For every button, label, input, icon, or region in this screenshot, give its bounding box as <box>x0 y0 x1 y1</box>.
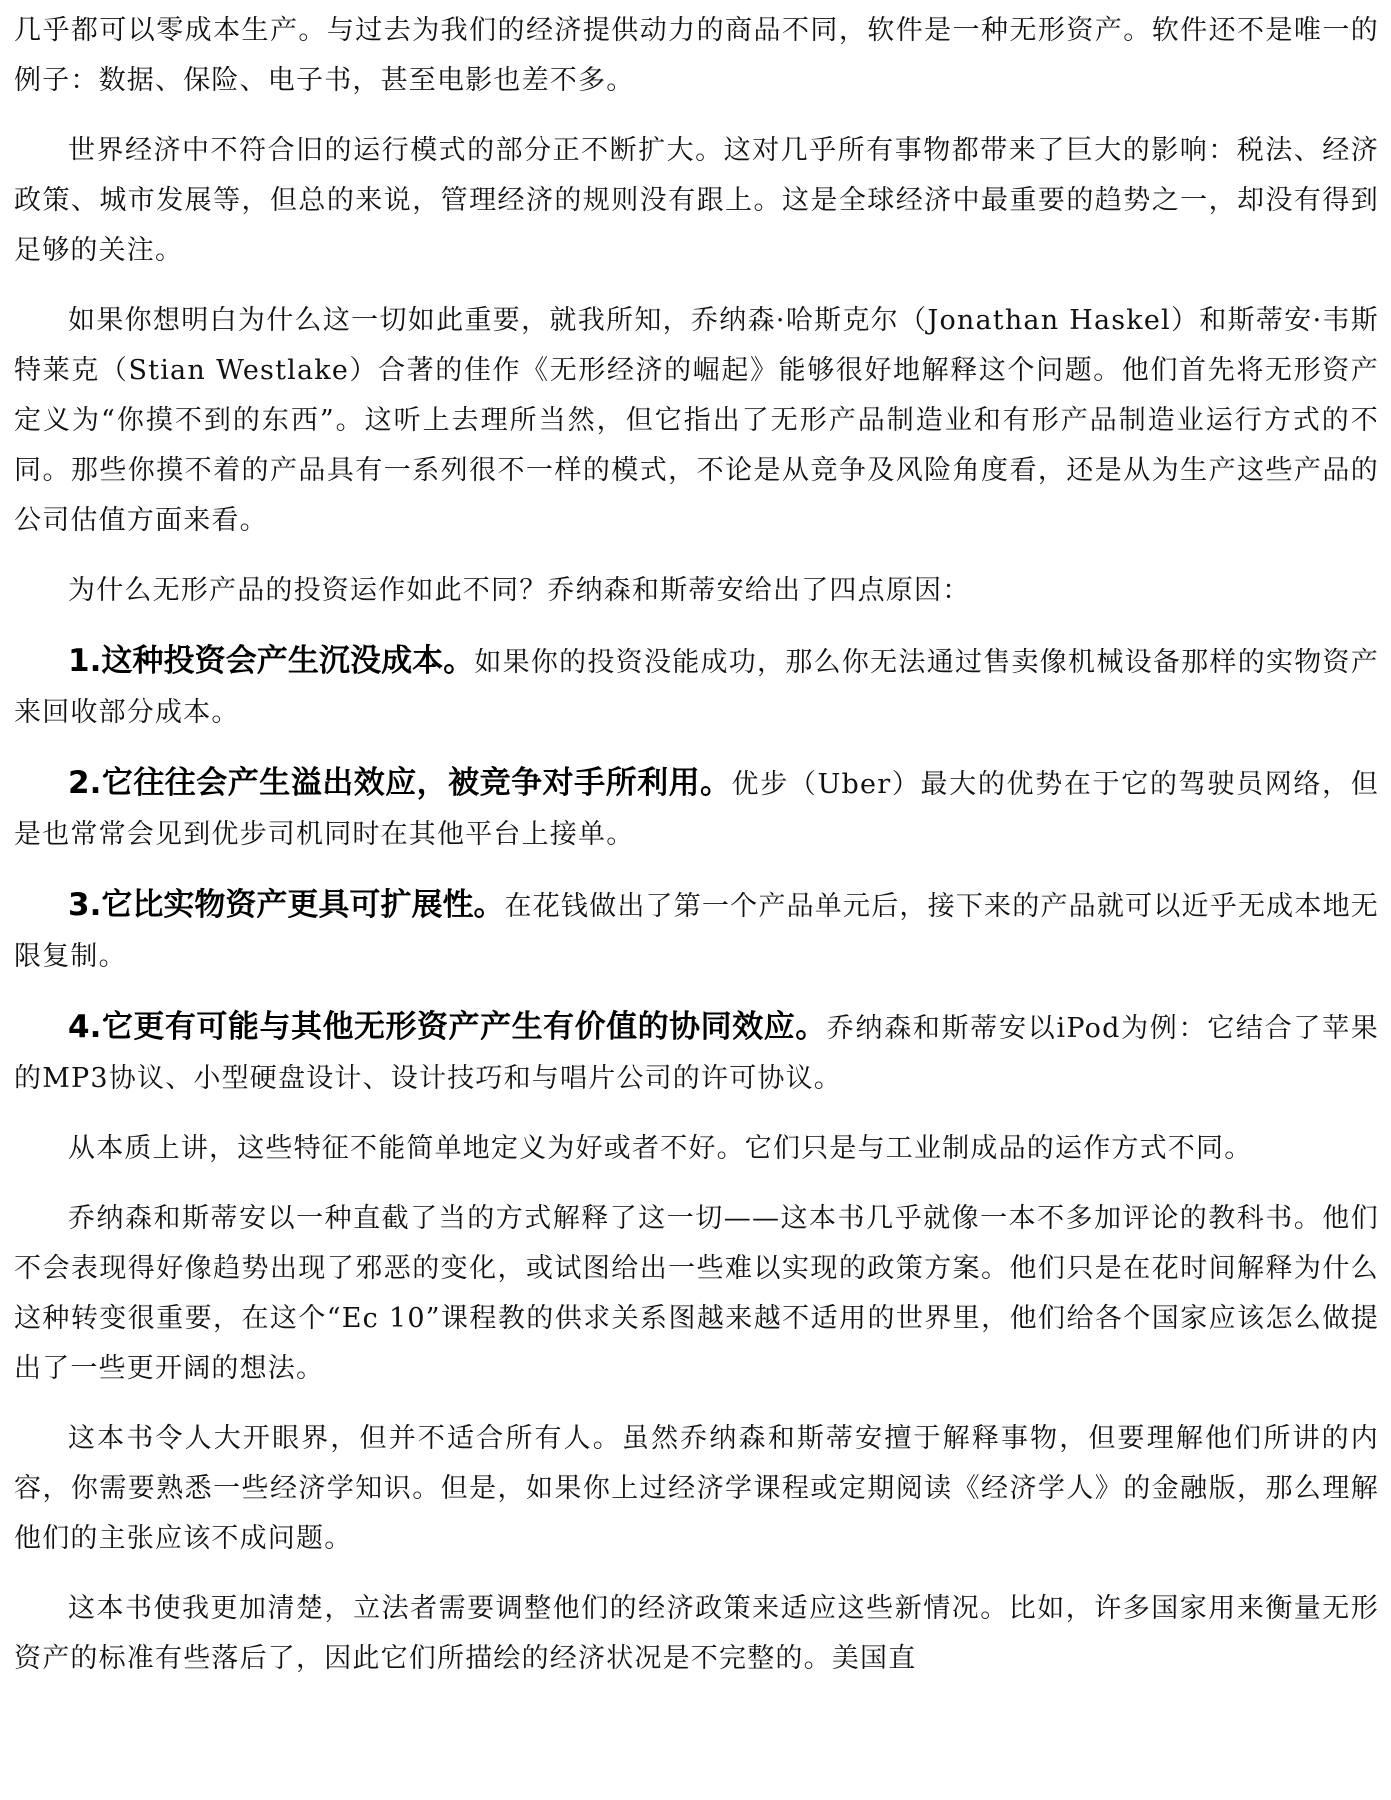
paragraph-policy: 这本书使我更加清楚，立法者需要调整他们的经济政策来适应这些新情况。比如，许多国家用来衡量无形资产的标准有些落后了，因此它们所描绘的经济状况是不完整的。美国直 <box>14 1593 1379 1674</box>
paragraph-continuation: 几乎都可以零成本生产。与过去为我们的经济提供动力的商品不同，软件是一种无形资产。软件还不是唯一的例子：数据、保险、电子书，甚至电影也差不多。 <box>14 15 1379 96</box>
paragraph-nature: 从本质上讲，这些特征不能简单地定义为好或者不好。它们只是与工业制成品的运作方式不同。 <box>68 1133 1253 1164</box>
reason-title: 3.它比实物资产更具可扩展性。 <box>68 887 505 923</box>
reason-item-3 <box>14 880 1379 982</box>
reason-body: 乔纳森和斯蒂安以iPod为例：它结合了苹果的MP3协议、小型硬盘设计、设计技巧和与唱片公司的许可协议。 <box>14 1013 1380 1094</box>
reason-title: 2.它往往会产生溢出效应，被竞争对手所利用。 <box>68 765 732 801</box>
reason-body: 优步（Uber）最大的优势在于它的驾驶员网络，但是也常常会见到优步司机同时在其他平台上接单。 <box>14 769 1379 850</box>
paragraph-world-economy: 世界经济中不符合旧的运行模式的部分正不断扩大。这对几乎所有事物都带来了巨大的影响：税法、经济政策、城市发展等，但总的来说，管理经济的规则没有跟上。这是全球经济中最重要的趋势之一，却没有得到足够的关注。 <box>14 135 1379 266</box>
paragraph-book-intro: 如果你想明白为什么这一切如此重要，就我所知，乔纳森·哈斯克尔（Jonathan Haskel）和斯蒂安·韦斯特莱克（Stian Westlake）合著的佳作《无形经济的崛起》能够很好地解释这个问题。他们首先将无形资产定义为“你摸不到的东西”。这听上去理所当然，但它指出了无形产品制造业和有形产品制造业运行方式的不同。那些你摸不着的产品具有一系列很不一样的模式，不论是从竞争及风险角度看，还是从为生产这些产品的公司估值方面来看。 <box>14 305 1379 536</box>
reason-item-1 <box>14 636 1379 738</box>
reason-item-4 <box>14 1002 1379 1104</box>
paragraph-textbook: 乔纳森和斯蒂安以一种直截了当的方式解释了这一切——这本书几乎就像一本不多加评论的教科书。他们不会表现得好像趋势出现了邪恶的变化，或试图给出一些难以实现的政策方案。他们只是在花时间解释为什么这种转变很重要，在这个“Ec 10”课程教的供求关系图越来越不适用的世界里，他们给各个国家应该怎么做提出了一些更开阔的想法。 <box>14 1203 1379 1384</box>
paragraph-eye-opening: 这本书令人大开眼界，但并不适合所有人。虽然乔纳森和斯蒂安擅于解释事物，但要理解他们所讲的内容，你需要熟悉一些经济学知识。但是，如果你上过经济学课程或定期阅读《经济学人》的金融版，那么理解他们的主张应该不成问题。 <box>14 1423 1379 1554</box>
reason-body: 如果你的投资没能成功，那么你无法通过售卖像机械设备那样的实物资产来回收部分成本。 <box>14 647 1379 728</box>
reason-title: 4.它更有可能与其他无形资产产生有价值的协同效应。 <box>68 1009 827 1045</box>
reason-title: 1.这种投资会产生沉没成本。 <box>68 643 475 679</box>
paragraph-four-reasons-lead: 为什么无形产品的投资运作如此不同？乔纳森和斯蒂安给出了四点原因： <box>68 575 971 606</box>
reason-item-2 <box>14 758 1379 860</box>
reason-body: 在花钱做出了第一个产品单元后，接下来的产品就可以近乎无成本地无限复制。 <box>14 891 1379 972</box>
